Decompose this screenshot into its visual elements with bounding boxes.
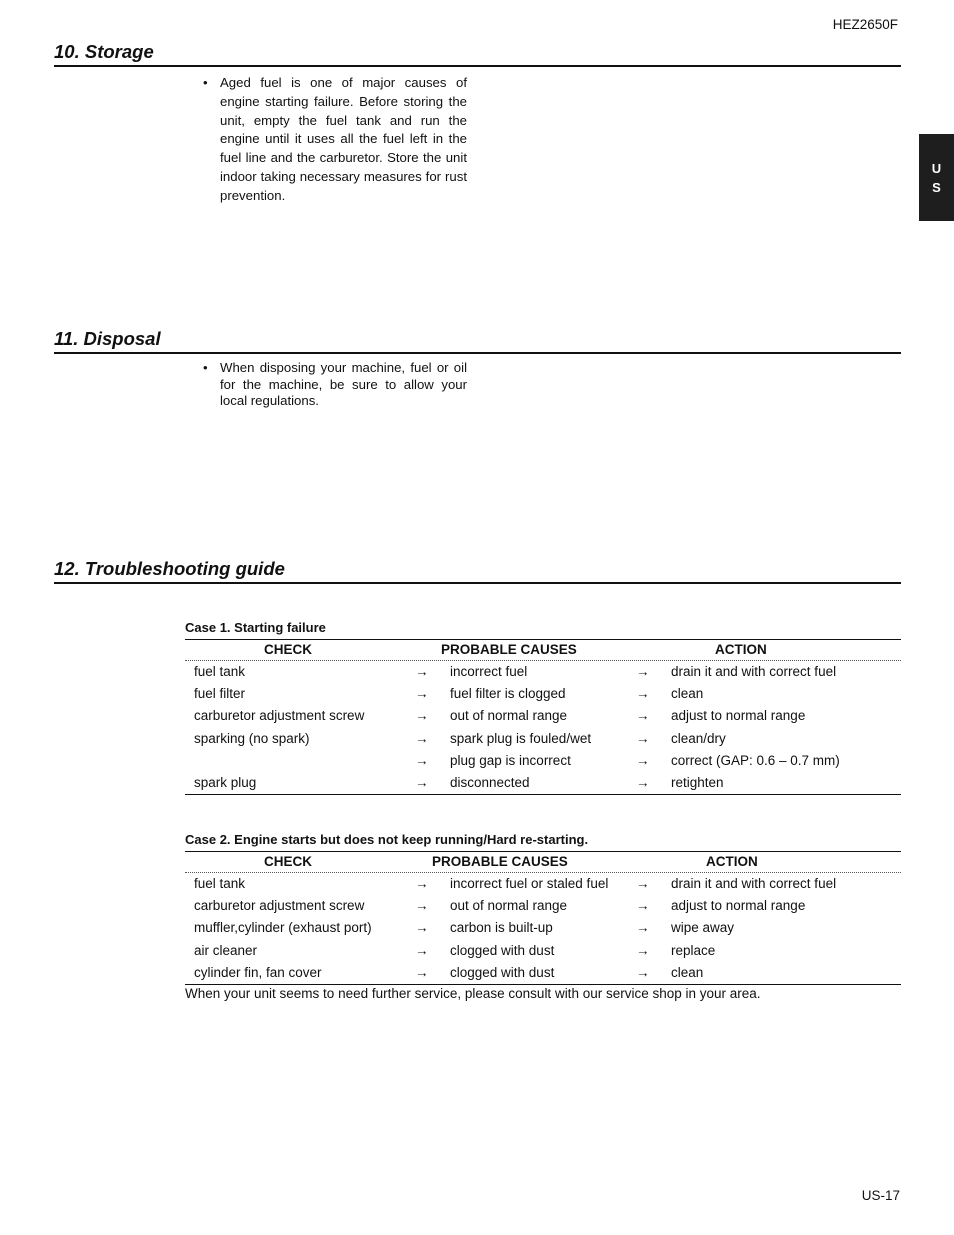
cause-cell: incorrect fuel <box>450 664 528 679</box>
arrow-icon: → <box>415 752 429 768</box>
action-cell: adjust to normal range <box>671 708 806 724</box>
table-row <box>185 917 901 939</box>
model-number: HEZ2650F <box>832 17 898 32</box>
check-cell: fuel tank <box>194 664 246 679</box>
bullet-dot: • <box>203 75 208 90</box>
action-cell: retighten <box>671 774 724 790</box>
case2-table <box>185 851 901 985</box>
action-cell: clean <box>671 964 704 980</box>
check-cell: spark plug <box>194 774 257 790</box>
cause-cell: out of normal range <box>450 898 568 914</box>
service-footnote: When your unit seems to need further service, please consult with our service shop in your area. <box>185 986 761 1001</box>
arrow-icon: → <box>636 898 650 914</box>
arrow-icon: → <box>415 898 429 914</box>
tab-letter-s: S <box>932 179 941 195</box>
table-row <box>185 683 901 705</box>
cause-cell: fuel filter is clogged <box>450 686 566 702</box>
arrow-icon: → <box>636 774 650 790</box>
arrow-icon: → <box>636 964 650 980</box>
troubleshooting-heading: 12. Troubleshooting guide <box>54 558 901 584</box>
table-row <box>185 940 901 962</box>
check-cell: carburetor adjustment screw <box>194 898 365 914</box>
case1-title: Case 1. Starting failure <box>185 620 326 635</box>
action-cell: correct (GAP: 0.6 – 0.7 mm) <box>671 752 840 768</box>
action-cell: drain it and with correct fuel <box>671 876 837 891</box>
check-cell: fuel tank <box>194 876 246 891</box>
arrow-icon: → <box>415 730 429 746</box>
arrow-icon: → <box>415 708 429 724</box>
arrow-icon: → <box>636 686 650 702</box>
storage-bullet <box>203 74 467 206</box>
table-header <box>185 639 901 661</box>
action-cell: replace <box>671 942 716 958</box>
cause-cell: disconnected <box>450 774 530 790</box>
table-row <box>185 772 901 795</box>
disposal-text: When disposing your machine, fuel or oil for the machine, be sure to allow your local regulations. <box>220 360 467 408</box>
check-cell: air cleaner <box>194 942 258 958</box>
disposal-bullet <box>203 360 467 410</box>
action-cell: adjust to normal range <box>671 898 806 914</box>
table-row <box>185 661 901 683</box>
table-row <box>185 895 901 917</box>
arrow-icon: → <box>415 876 429 891</box>
header-action: ACTION <box>706 854 758 869</box>
arrow-icon: → <box>415 920 429 936</box>
disposal-heading: 11. Disposal <box>54 328 901 354</box>
table-header <box>185 851 901 873</box>
check-cell: fuel filter <box>194 686 246 702</box>
bullet-dot: • <box>203 360 208 375</box>
header-check: CHECK <box>264 854 313 869</box>
language-tab <box>919 134 954 221</box>
table-row <box>185 705 901 727</box>
table-row <box>185 873 901 895</box>
case2-title: Case 2. Engine starts but does not keep running/Hard re-starting. <box>185 832 589 847</box>
check-cell: carburetor adjustment screw <box>194 708 365 724</box>
header-causes: PROBABLE CAUSES <box>432 854 568 869</box>
cause-cell: out of normal range <box>450 708 568 724</box>
arrow-icon: → <box>415 942 429 958</box>
arrow-icon: → <box>636 708 650 724</box>
arrow-icon: → <box>636 942 650 958</box>
case1-table <box>185 639 901 795</box>
header-causes: PROBABLE CAUSES <box>441 642 577 657</box>
arrow-icon: → <box>415 686 429 702</box>
action-cell: clean/dry <box>671 730 726 746</box>
arrow-icon: → <box>636 664 650 679</box>
arrow-icon: → <box>415 664 429 679</box>
cause-cell: clogged with dust <box>450 964 555 980</box>
storage-heading: 10. Storage <box>54 41 901 67</box>
cause-cell: plug gap is incorrect <box>450 752 571 768</box>
check-cell: muffler,cylinder (exhaust port) <box>194 920 372 936</box>
arrow-icon: → <box>636 730 650 746</box>
check-cell: cylinder fin, fan cover <box>194 964 322 980</box>
cause-cell: incorrect fuel or staled fuel <box>450 876 609 891</box>
arrow-icon: → <box>636 752 650 768</box>
cause-cell: clogged with dust <box>450 942 555 958</box>
tab-letter-u: U <box>931 160 942 176</box>
action-cell: wipe away <box>671 920 735 936</box>
arrow-icon: → <box>636 876 650 891</box>
action-cell: drain it and with correct fuel <box>671 664 837 679</box>
header-check: CHECK <box>264 642 313 657</box>
header-action: ACTION <box>715 642 767 657</box>
table-row <box>185 750 901 772</box>
action-cell: clean <box>671 686 704 702</box>
table-row <box>185 728 901 750</box>
page-number: US-17 <box>861 1188 900 1203</box>
table-row <box>185 962 901 985</box>
arrow-icon: → <box>636 920 650 936</box>
storage-text: Aged fuel is one of major causes of engine starting failure. Before storing the unit, empty the fuel tank and run the engine until it uses all the fuel left in the fuel line and the carburetor. Store the unit indoor taking necessary measures for rust prevention. <box>220 75 467 203</box>
check-cell: sparking (no spark) <box>194 730 310 746</box>
arrow-icon: → <box>415 964 429 980</box>
cause-cell: spark plug is fouled/wet <box>450 730 592 746</box>
arrow-icon: → <box>415 774 429 790</box>
cause-cell: carbon is built-up <box>450 920 553 936</box>
